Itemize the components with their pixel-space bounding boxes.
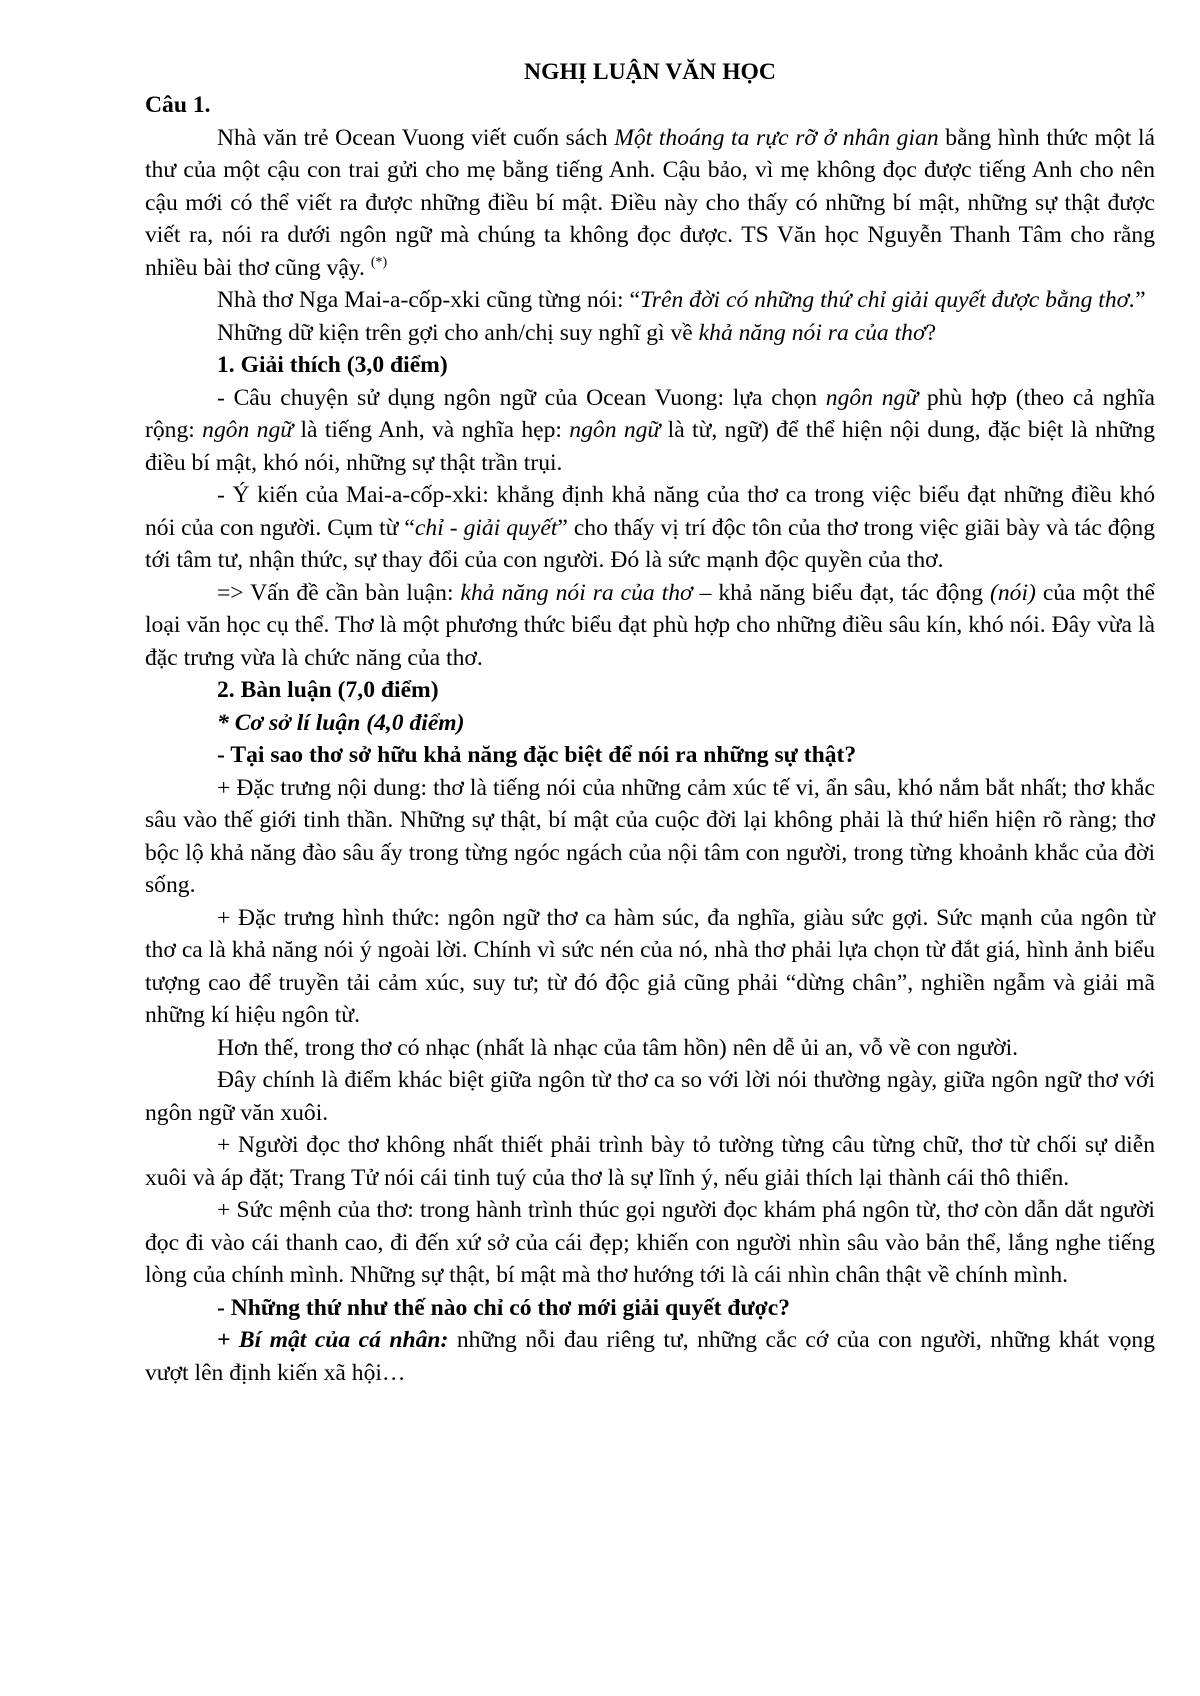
text-run: Nhà thơ Nga Mai-a-cốp-xki cũng từng nói: “	[217, 287, 640, 313]
section-1-item-2	[145, 479, 1155, 577]
text-run: của một thể loại văn học cụ thể. Thơ là một phương thức biểu đạt phù hợp cho những điều sâu kín, khó nói. Đây vừa là đặc trưng vừa là chức năng của thơ.	[145, 579, 1155, 671]
text-run: ” cho thấy vị trí độc tôn của thơ trong việc giãi bày và tác động tới tâm tư, nhận thức, sự thay đổi của con người. Đó là sức mạnh độc quyền của thơ.	[145, 514, 1155, 573]
quote: Trên đời có những thứ chỉ giải quyết được bằng thơ.	[639, 287, 1136, 313]
paragraph-difference: Đây chính là điểm khác biệt giữa ngôn từ thơ ca so với lời nói thường ngày, giữa ngôn ngữ thơ với ngôn ngữ văn xuôi.	[145, 1067, 1155, 1126]
section-1-item-3	[145, 577, 1155, 675]
document-body	[145, 55, 1155, 1389]
paragraph-form-feature: + Đặc trưng hình thức: ngôn ngữ thơ ca hàm súc, đa nghĩa, giàu sức gợi. Sức mạnh của ngôn từ thơ ca là khả năng nói ý ngoài lời. Chính vì sức nén của nó, nhà thơ phải lựa chọn từ đắt giá, hình ảnh biểu tượng cao để truyền tải cảm xúc, suy tư; từ đó độc giả cũng phải “dừng chân”, nghiền ngẫm và giải mã những kí hiệu ngôn từ.	[145, 904, 1155, 1028]
text-run: phù hợp (theo cả nghĩa rộng:	[145, 384, 1155, 443]
page-title: NGHỊ LUẬN VĂN HỌC	[524, 59, 776, 85]
text-run: Những dữ kiện trên gợi cho anh/chị suy nghĩ gì về	[217, 319, 699, 346]
intro-paragraph-3	[145, 317, 1155, 350]
intro-paragraph-2	[145, 284, 1155, 317]
text-run: những nỗi đau riêng tư, những cắc cớ của con người, những khát vọng vượt lên định kiến xã hội…	[145, 1327, 1155, 1386]
emphasis: chỉ - giải quyết	[414, 514, 558, 541]
topic: khả năng nói ra của thơ	[698, 319, 926, 346]
paragraph-content-feature: + Đặc trưng nội dung: thơ là tiếng nói của những cảm xúc tế vi, ẩn sâu, khó nắm bắt nhất; thơ khắc sâu vào thế giới tinh thần. Những sự thật, bí mật của cuộc đời lại không phải là thứ hiển hiện rõ ràng; thơ bộc lộ khả năng đào sâu ấy trong từng ngóc ngách của nội tâm con người, trong từng khoảnh khắc của đời sống.	[145, 774, 1155, 898]
text-run: ?	[925, 319, 937, 346]
section-2-subheading: * Cơ sở lí luận (4,0 điểm)	[217, 709, 465, 736]
text-run: Nhà văn trẻ Ocean Vuong viết cuốn sách	[217, 124, 615, 151]
emphasis: ngôn ngữ	[202, 417, 294, 443]
emphasis: (nói)	[990, 579, 1036, 606]
emphasis: ngôn ngữ	[825, 384, 919, 411]
footnote-marker: (*)	[370, 254, 388, 270]
text-run: => Vấn đề cần bàn luận:	[217, 579, 461, 606]
paragraph-music: Hơn thế, trong thơ có nhạc (nhất là nhạc của tâm hồn) nên dễ ủi an, vỗ về con người.	[217, 1034, 1019, 1061]
paragraph-mission: + Sức mệnh của thơ: trong hành trình thúc gọi người đọc khám phá ngôn từ, thơ còn dẫn dắt người đọc đi vào cái thanh cao, đi đến xứ sở của cái đẹp; khiến con người nhìn sâu vào bản thể, lắng nghe tiếng lòng của chính mình. Những sự thật, bí mật mà thơ hướng tới là cái nhìn chân thật về chính mình.	[145, 1197, 1155, 1288]
emphasis: ngôn ngữ	[569, 417, 661, 443]
paragraph-secret	[145, 1324, 1155, 1389]
text-run: bằng hình thức một lá thư của một cậu con trai gửi cho mẹ bằng tiếng Anh. Cậu bảo, vì mẹ không đọc được tiếng Anh cho nên cậu mới có thể viết ra được những điều bí mật. Điều này cho thấy có những bí mật, những sự thật được viết ra, nói ra dưới ngôn ngữ mà chúng ta không đọc được. TS Văn học Nguyễn Thanh Tâm cho rằng nhiều bài thơ cũng vậy.	[145, 124, 1155, 281]
emphasis: khả năng nói ra của thơ	[460, 579, 693, 606]
section-2-heading: 2. Bàn luận (7,0 điểm)	[217, 677, 439, 703]
text-run: ”	[1135, 287, 1146, 313]
text-run: là từ, ngữ) để thể hiện nội dung, đặc biệt là những điều bí mật, khó nói, những sự thật trần trụi.	[145, 417, 1155, 476]
book-title: Một thoáng ta rực rỡ ở nhân gian	[614, 124, 939, 151]
paragraph-reader: + Người đọc thơ không nhất thiết phải trình bày tỏ tường từng câu từng chữ, thơ từ chối sự diễn xuôi và áp đặt; Trang Tử nói cái tinh tuý của thơ là sự lĩnh ý, nếu giải thích lại thành cái thô thiển.	[145, 1132, 1155, 1191]
text-run: - Câu chuyện sử dụng ngôn ngữ của Ocean Vuong: lựa chọn	[217, 384, 826, 411]
section-1-heading: 1. Giải thích (3,0 điểm)	[217, 352, 448, 378]
text-run: - Ý kiến của Mai-a-cốp-xki: khẳng định khả năng của thơ ca trong việc biểu đạt những điều khó nói của con người. Cụm từ “	[145, 482, 1155, 541]
question-what: - Những thứ như thế nào chỉ có thơ mới giải quyết được?	[217, 1294, 791, 1321]
section-1-item-1	[145, 382, 1155, 480]
intro-paragraph-1	[145, 122, 1155, 285]
text-run: là tiếng Anh, và nghĩa hẹp:	[293, 417, 570, 443]
secret-label: + Bí mật của cá nhân:	[217, 1327, 449, 1353]
text-run: – khả năng biểu đạt, tác động	[692, 579, 990, 606]
question-label: Câu 1.	[145, 92, 211, 118]
question-why: - Tại sao thơ sở hữu khả năng đặc biệt để nói ra những sự thật?	[217, 742, 857, 768]
